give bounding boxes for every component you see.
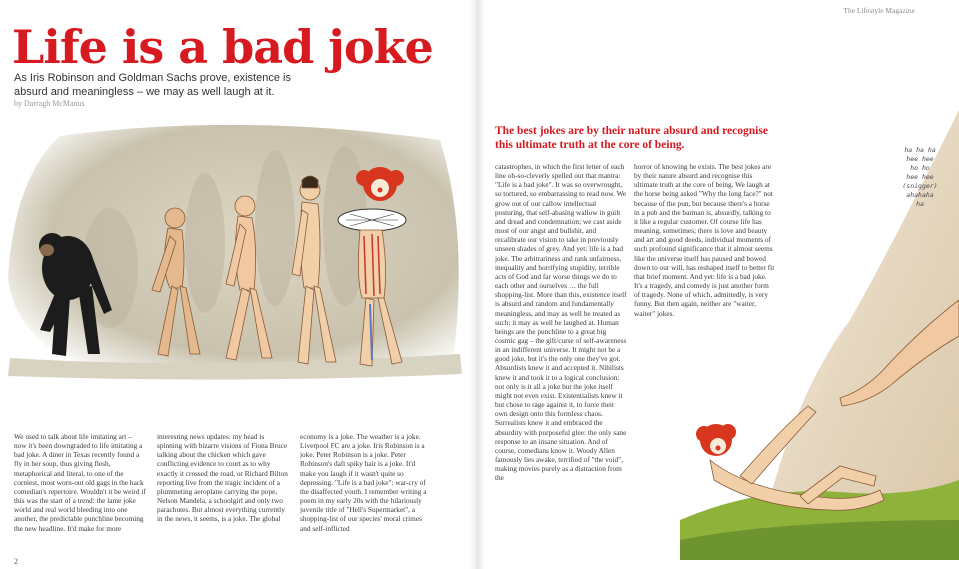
body-column-4: catastrophes, in which the first letter of each line oh-so-cleverly spelled out that mantra: "Life is a bad joke". It was so overwrought, so tortured, so embarrassing to read now. We grow out of our callow intellectual posturing, that self-abasing wallow in guilt and dread and condemnation; we cast aside most of our angst and bullshit, and recalibrate our vision to take in previously unseen shades of grey. And yet: life is a bad joke. The arbitrariness and rank unfairness, inequality and horrifying stupidity, terrible acts of God and far worse things we do to each other and ourselves … the full shopping-list. More than this, existence itself is absurd and random and fundamentally meaningless, and may as well be treated as such; it may as well be laughed at. Human beings are the punchline to a great big cosmic gag – the gift/curse of self-awareness in an indifferent universe. It might not be a good joke, but it's the only one they've got. Absurdists knew it and accepted it. Nihilists knew it and took it to a logical conclusion: not only is it all a joke but the joke itself might not even exist. Existentialists knew it but chose to rage against it, to force their own design onto this formless chaos. Surrealists knew it and embraced the absurdity with purposeful glee: the only sane response to an insane situation. And of course, comedians know it. Woody Allen famously lies awake, terrified of "the void", making movies purely as a distraction from the (495, 162, 627, 483)
body-column-5: horror of knowing he exists. The best jokes are by their nature absurd and recognise this ultimate truth at the core of being. We laugh at the horse being asked "Why the long face?" not because of the pun, but because there's a horse in a pub and the barman is, absurdly, talking to it like a regular customer. Of course life has meaning, sometimes; there is love and beauty and art and good deeds, individual moments of such profound significance that it almost seems like the universe itself has paused and bowed down to our will, has reshaped itself to better fit that brief moment. And yet: life is a bad joke. It's a tragedy, and comedy is just another form of tragedy. None of which, admittedly, is very funny. But then again, neither are "waiter, waiter" jokes. (634, 162, 775, 318)
pull-quote: The best jokes are by their nature absurd and recognise this ultimate truth at the core of being. (495, 125, 768, 151)
article-headline: Life is a bad joke (12, 20, 433, 74)
body-column-3: economy is a joke. The weather is a joke. Liverpool FC are a joke. Iris Robinson is a joke. Peter Robinson is a joke. Peter Robinson's daft spiky hair is a joke. It'd make you laugh if it wasn't quite so depressing. "Life is a bad joke": war-cry of the disaffected youth. I remember writing a poem in my early 20s with the hilariously juvenile title of "Hell's Supermarket", a shopping-list of our species' moral crimes and self-inflicted (300, 432, 427, 533)
handwritten-laughter: ha ha ha hee hee ho ho hee hee (snigger) ahahaha ha (902, 146, 938, 208)
body-column-2: interesting news updates: my head is spinning with bizarre visions of Fiona Bruce talking about the chicken which gave conflicting evidence to court as to why exactly it crossed the road, or Richard Bilton reporting live from the tragic incident of a plummeting aeroplane carrying the pope, Nelson Mandela, a schoolgirl and only two parachutes. But almost everything currently in the news, it seems, is a joke. The global (157, 432, 288, 524)
evolution-illustration (0, 118, 474, 416)
article-standfirst: As Iris Robinson and Goldman Sachs prove, existence is absurd and meaningless – we may as well laugh at it. (14, 72, 291, 98)
article-byline: by Darragh McManus (14, 99, 85, 108)
magazine-masthead: The Lifestyle Magazine (843, 6, 915, 15)
page-number: 2 (14, 557, 18, 566)
body-column-1: We used to talk about life imitating art – now it's been downgraded to life imitating a bad joke. A diner in Texas recently found a fly in her soup, thus giving flesh, metaphorical and literal, to one of the corniest, most worn-out old gags in the hack comedian's repertoire. Wouldn't it be weird if this was the start of a trend: the lame joke world and real world bleeding into one another, the predictable punchline becoming the new headline. It'd make for more (14, 432, 146, 533)
